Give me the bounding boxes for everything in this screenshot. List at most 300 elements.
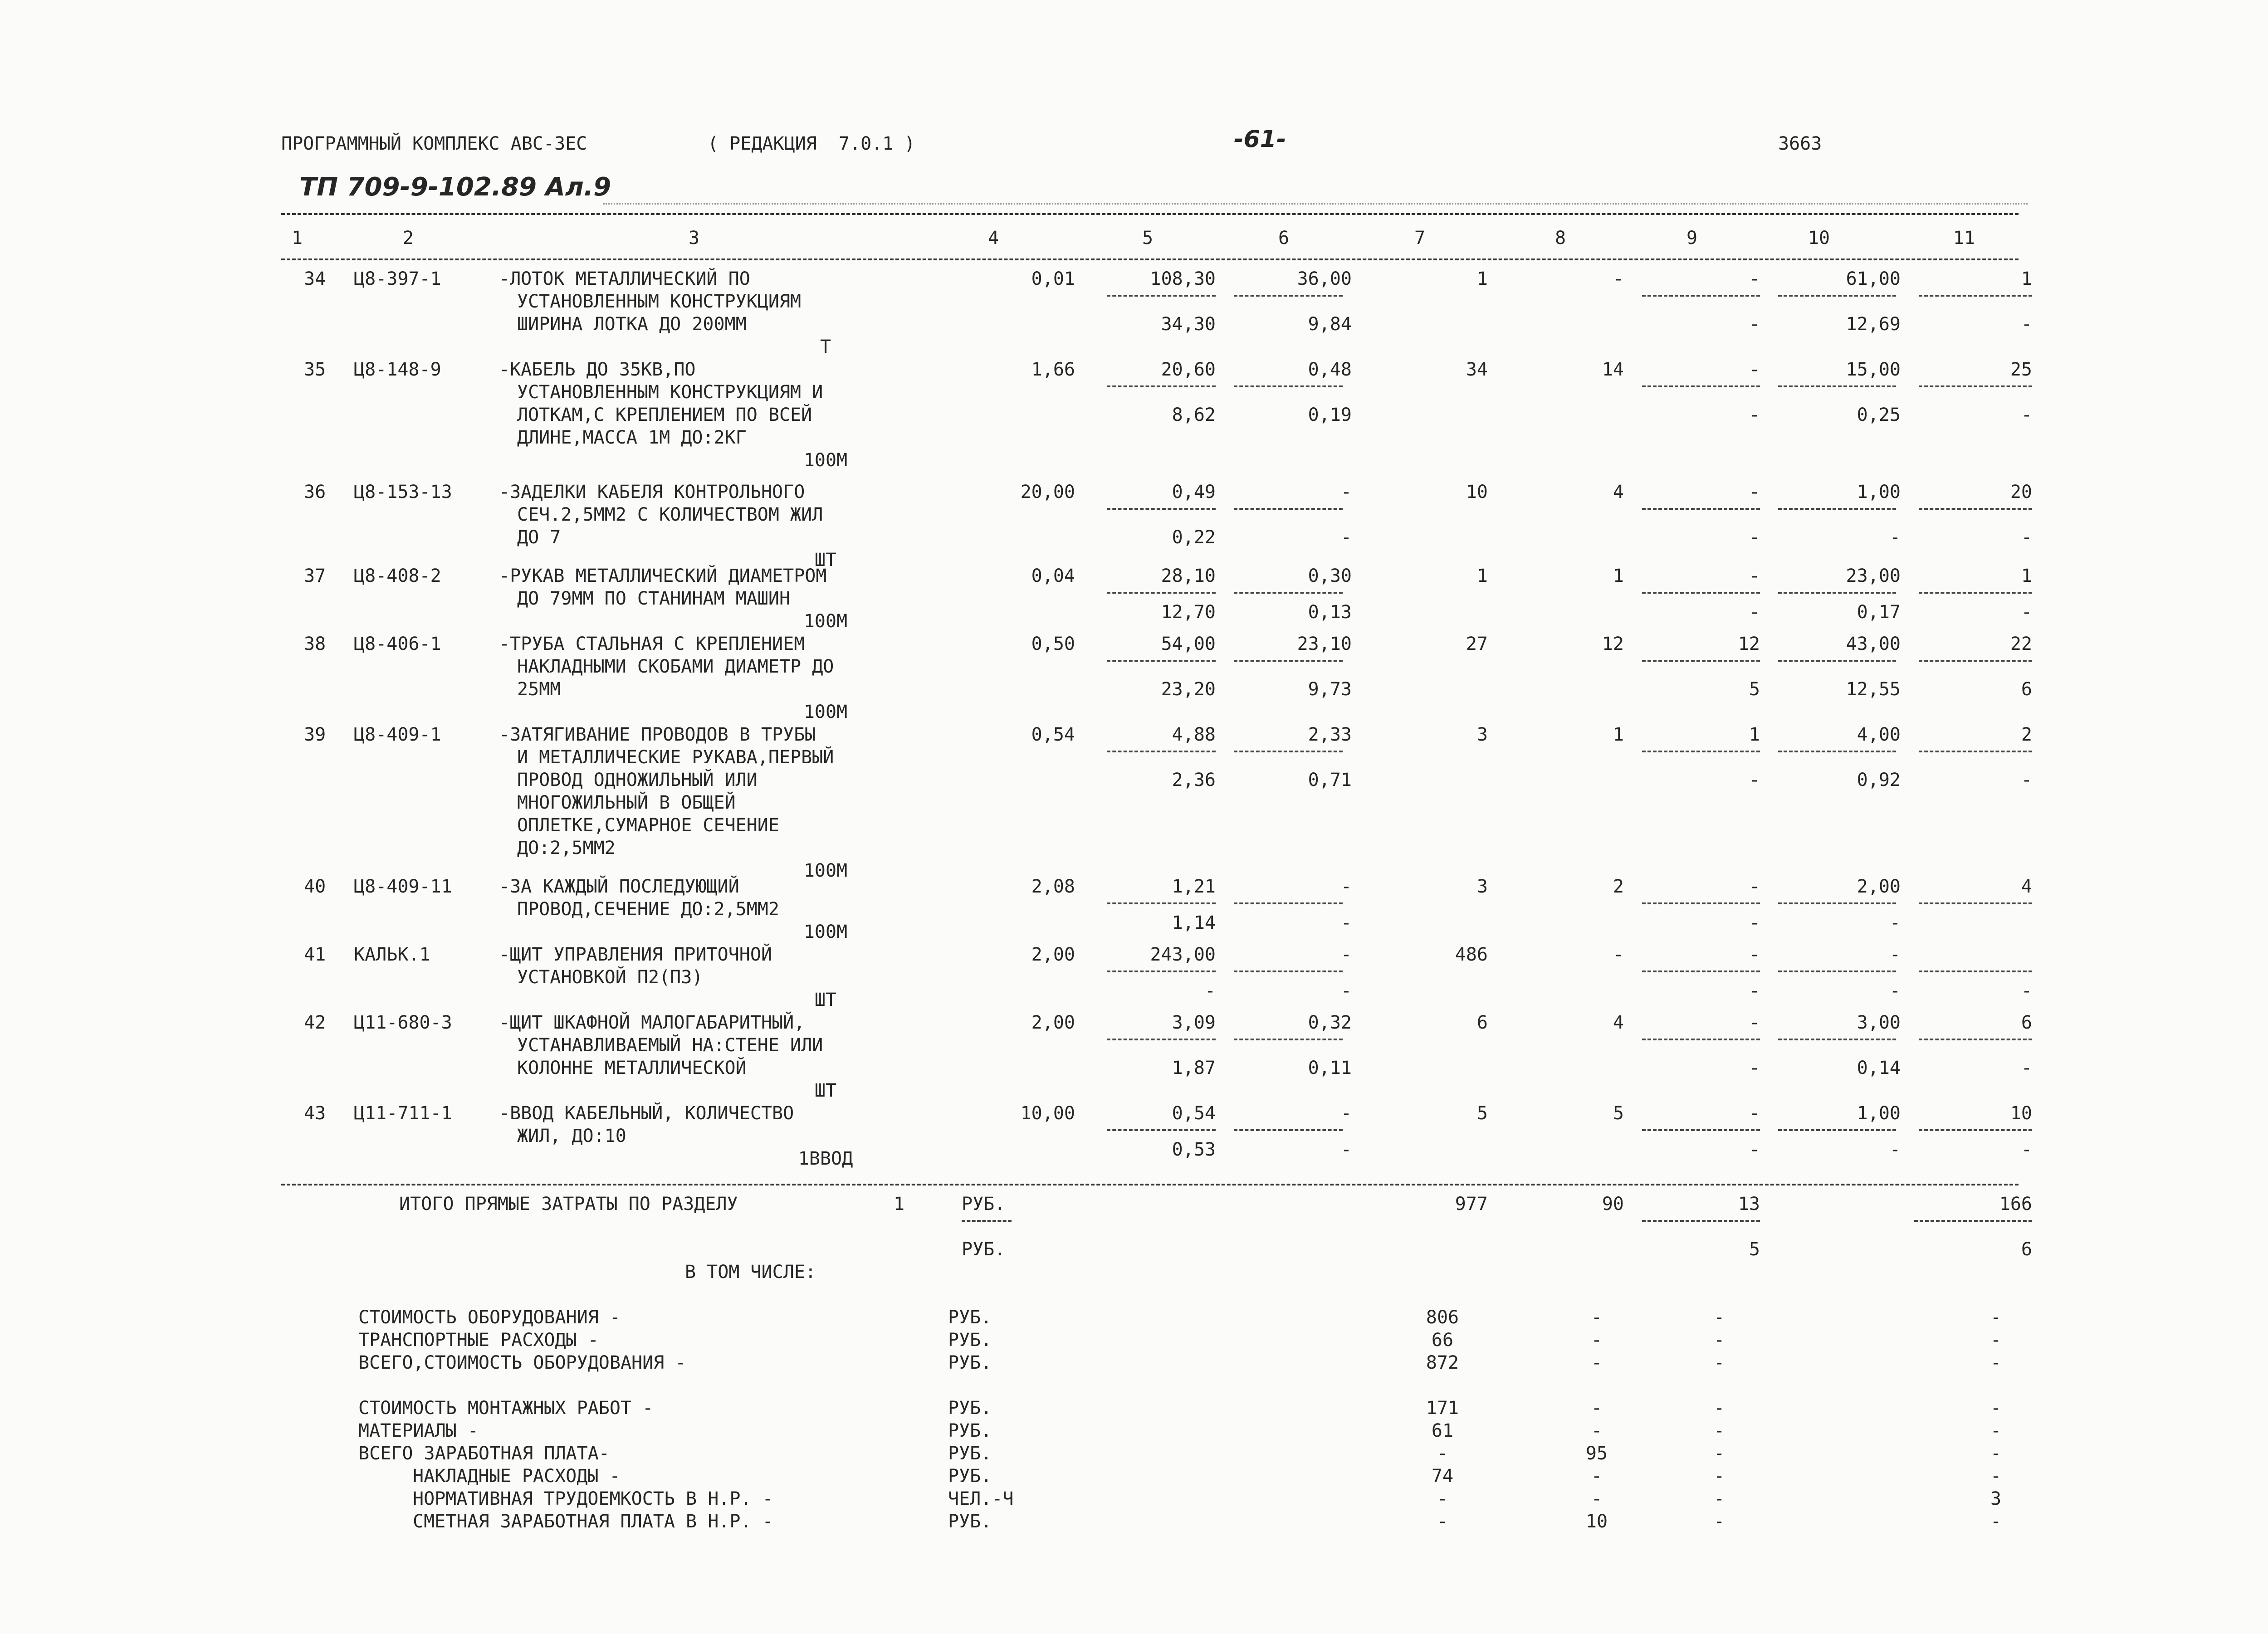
rate-code: Ц8-409-1 [354, 724, 441, 745]
cell-c10a: 15,00 [1846, 359, 1901, 380]
summary-c9: - [1713, 1330, 1725, 1351]
underline-rule [1919, 592, 2032, 594]
underline-rule [1234, 751, 1343, 752]
cell-c9a: - [1749, 268, 1760, 289]
cell-c5b: 1,14 [1172, 912, 1216, 933]
column-header-9: 9 [1686, 228, 1698, 249]
cell-c10b: 12,69 [1846, 314, 1901, 335]
cell-c9b: - [1749, 912, 1760, 933]
cell-c11b: - [2021, 770, 2032, 790]
cell-c7: 1 [1476, 566, 1488, 586]
summary-c11: - [1990, 1420, 2002, 1441]
cell-c10a: 2,00 [1857, 876, 1901, 897]
cell-c10a: 4,00 [1857, 724, 1901, 745]
underline-rule [1919, 751, 2032, 752]
rate-code: Ц8-406-1 [354, 634, 441, 654]
cell-c4: 20,00 [1020, 482, 1075, 502]
cell-c9a: - [1749, 482, 1760, 502]
cell-c8: 4 [1613, 482, 1624, 502]
cell-c9a: - [1749, 566, 1760, 586]
underline-rule [1234, 660, 1343, 662]
cell-c9a: 12 [1738, 634, 1760, 654]
cell-c6a: - [1340, 1103, 1352, 1124]
cell-c6b: 0,11 [1308, 1058, 1352, 1078]
cell-c11a: 4 [2021, 876, 2032, 897]
underline-rule [1642, 385, 1760, 387]
underline-rule [1778, 660, 1896, 662]
summary-unit: ЧЕЛ.-Ч [948, 1488, 1014, 1509]
underline-rule [1234, 295, 1343, 297]
work-description-line: ЖИЛ, ДО:10 [517, 1126, 626, 1146]
unit-of-measure: ШТ [814, 1080, 837, 1101]
cell-c5a: 0,54 [1172, 1103, 1216, 1124]
summary-c8: - [1591, 1352, 1603, 1373]
cell-c5a: 243,00 [1150, 944, 1216, 965]
cell-c10b: 0,92 [1857, 770, 1901, 790]
summary-unit: РУБ. [948, 1398, 992, 1419]
cell-c9a: - [1749, 359, 1760, 380]
cell-c9b: - [1749, 1139, 1760, 1160]
underline-rule [1107, 971, 1216, 972]
summary-c9: - [1713, 1488, 1725, 1509]
cell-c4: 0,01 [1031, 268, 1075, 289]
cell-c10b: 0,14 [1857, 1058, 1901, 1078]
totals-c8: 90 [1602, 1194, 1624, 1215]
summary-c9: - [1713, 1511, 1725, 1532]
work-description-line: УСТАНОВКОЙ П2(П3) [517, 967, 703, 988]
cell-c6a: 2,33 [1308, 724, 1352, 745]
totals-unit: РУБ. [962, 1194, 1006, 1215]
underline-rule [1919, 295, 2032, 297]
underline-rule [1107, 385, 1216, 387]
summary-c11: 3 [1990, 1488, 2002, 1509]
cell-c7: 3 [1476, 876, 1488, 897]
cell-c8: - [1613, 268, 1624, 289]
cell-c10b: - [1889, 1139, 1901, 1160]
underline-rule [1642, 1220, 1760, 1222]
column-header-4: 4 [987, 228, 999, 249]
rate-code: Ц11-680-3 [354, 1012, 452, 1033]
summary-unit: РУБ. [948, 1352, 992, 1373]
summary-label: СТОИМОСТЬ МОНТАЖНЫХ РАБОТ - [358, 1398, 654, 1419]
row-number: 35 [304, 359, 326, 380]
cell-c11a: 6 [2021, 1012, 2032, 1033]
underline-rule [1234, 592, 1343, 594]
work-description-line: -ЗА КАЖДЫЙ ПОСЛЕДУЮЩИЙ [499, 876, 739, 897]
cell-c5a: 4,88 [1172, 724, 1216, 745]
summary-label: ВСЕГО,СТОИМОСТЬ ОБОРУДОВАНИЯ - [358, 1352, 686, 1373]
work-description-line: УСТАНАВЛИВАЕМЫЙ НА:СТЕНЕ ИЛИ [517, 1035, 823, 1056]
cell-c7: 486 [1455, 944, 1488, 965]
summary-c9: - [1713, 1420, 1725, 1441]
cell-c6b: - [1340, 527, 1352, 548]
cell-c6b: 9,84 [1308, 314, 1352, 335]
column-header-2: 2 [402, 228, 414, 249]
cell-c9b: - [1749, 527, 1760, 548]
underline-rule [1107, 660, 1216, 662]
underline-rule [1642, 1129, 1760, 1131]
cell-c5a: 20,60 [1161, 359, 1216, 380]
work-description-line: -РУКАВ МЕТАЛЛИЧЕСКИЙ ДИАМЕТРОМ [499, 566, 827, 586]
underline-rule [1642, 1039, 1760, 1040]
underline-rule [1642, 751, 1760, 752]
summary-c9: - [1713, 1398, 1725, 1419]
column-header-1: 1 [291, 228, 303, 249]
column-header-6: 6 [1278, 228, 1290, 249]
edition-label: ( РЕДАКЦИЯ 7.0.1 ) [708, 133, 915, 154]
table-top-rule [281, 213, 2019, 215]
cell-c4: 2,00 [1031, 944, 1075, 965]
summary-c9: - [1713, 1466, 1725, 1487]
unit-of-measure: 100М [803, 922, 848, 942]
cell-c9b: - [1749, 314, 1760, 335]
cell-c4: 0,04 [1031, 566, 1075, 586]
underline-rule [1778, 751, 1896, 752]
cell-c6a: 36,00 [1297, 268, 1352, 289]
cell-c10b: 0,25 [1857, 405, 1901, 425]
summary-label: СМЕТНАЯ ЗАРАБОТНАЯ ПЛАТА В Н.Р. - [413, 1511, 773, 1532]
cell-c6b: 0,71 [1308, 770, 1352, 790]
row-number: 36 [304, 482, 326, 502]
underline-rule [1107, 902, 1216, 904]
underline-rule [1234, 1039, 1343, 1040]
summary-c11: - [1990, 1466, 2002, 1487]
rate-code: Ц8-148-9 [354, 359, 441, 380]
cell-c9b: - [1749, 770, 1760, 790]
underline-rule [1914, 1220, 2032, 1222]
cell-c5a: 3,09 [1172, 1012, 1216, 1033]
cell-c6b: 0,19 [1308, 405, 1352, 425]
cell-c10a: 23,00 [1846, 566, 1901, 586]
totals-label: ИТОГО ПРЯМЫЕ ЗАТРАТЫ ПО РАЗДЕЛУ [399, 1194, 738, 1215]
work-description-line: -ЩИТ ШКАФНОЙ МАЛОГАБАРИТНЫЙ, [499, 1012, 805, 1033]
cell-c5b: 34,30 [1161, 314, 1216, 335]
underline-rule [1107, 295, 1216, 297]
cell-c6a: 0,48 [1308, 359, 1352, 380]
work-description-line: КОЛОННЕ МЕТАЛЛИЧЕСКОЙ [517, 1058, 747, 1078]
underline-rule [1778, 1129, 1896, 1131]
cell-c5a: 54,00 [1161, 634, 1216, 654]
cell-c5b: 23,20 [1161, 679, 1216, 700]
underline-rule [1234, 902, 1343, 904]
cell-c8: 14 [1602, 359, 1624, 380]
work-description-line: -ТРУБА СТАЛЬНАЯ С КРЕПЛЕНИЕМ [499, 634, 805, 654]
cell-c7: 10 [1466, 482, 1488, 502]
cell-c6b: - [1340, 980, 1352, 1001]
underline-rule [1107, 1039, 1216, 1040]
cell-c4: 0,50 [1031, 634, 1075, 654]
cell-c5a: 1,21 [1172, 876, 1216, 897]
summary-c11: - [1990, 1307, 2002, 1328]
cell-c9a: - [1749, 1012, 1760, 1033]
cell-c11a: 1 [2021, 566, 2032, 586]
cell-c6a: 0,32 [1308, 1012, 1352, 1033]
cell-c5b: 8,62 [1172, 405, 1216, 425]
summary-c7: - [1437, 1488, 1448, 1509]
underline-rule [1234, 508, 1343, 510]
cell-c10a: 3,00 [1857, 1012, 1901, 1033]
cell-c8: 4 [1613, 1012, 1624, 1033]
underline-rule [1642, 660, 1760, 662]
rate-code: Ц8-397-1 [354, 268, 441, 289]
work-description-line: ЛОТКАМ,С КРЕПЛЕНИЕМ ПО ВСЕЙ [517, 405, 812, 425]
underline-rule [1642, 971, 1760, 972]
cell-c9b: - [1749, 405, 1760, 425]
cell-c9a: 1 [1749, 724, 1760, 745]
cell-c11b: - [2021, 1139, 2032, 1160]
unit-of-measure: 100М [803, 611, 848, 632]
cell-c11a: 25 [2010, 359, 2032, 380]
cell-c9b: 5 [1749, 679, 1760, 700]
cell-c7: 5 [1476, 1103, 1488, 1124]
summary-c7: 66 [1431, 1330, 1454, 1351]
cell-c5b: 2,36 [1172, 770, 1216, 790]
column-header-7: 7 [1414, 228, 1426, 249]
summary-unit: РУБ. [948, 1466, 992, 1487]
column-header-8: 8 [1554, 228, 1566, 249]
cell-c6b: - [1340, 912, 1352, 933]
cell-c11a: 20 [2010, 482, 2032, 502]
work-description-line: -КАБЕЛЬ ДО 35КВ,ПО [499, 359, 696, 380]
underline-rule [1778, 385, 1896, 387]
cell-c6a: - [1340, 944, 1352, 965]
underline-rule [1778, 592, 1896, 594]
underline-rule [1107, 1129, 1216, 1131]
summary-label: НАКЛАДНЫЕ РАСХОДЫ - [413, 1466, 621, 1487]
cell-c8: 5 [1613, 1103, 1624, 1124]
summary-c8: - [1591, 1307, 1603, 1328]
cell-c8: 1 [1613, 724, 1624, 745]
summary-unit: РУБ. [948, 1330, 992, 1351]
underline-rule [1919, 508, 2032, 510]
underline-rule [1234, 1129, 1343, 1131]
cell-c11b: - [2021, 314, 2032, 335]
row-number: 41 [304, 944, 326, 965]
totals-c9b: 5 [1749, 1239, 1760, 1260]
summary-c8: - [1591, 1488, 1603, 1509]
cell-c6a: - [1340, 876, 1352, 897]
cell-c10a: 1,00 [1857, 482, 1901, 502]
underline-rule [1919, 902, 2032, 904]
cell-c6a: 0,30 [1308, 566, 1352, 586]
cell-c8: 12 [1602, 634, 1624, 654]
work-description-line: ШИРИНА ЛОТКА ДО 200ММ [517, 314, 747, 335]
work-description-line: УСТАНОВЛЕННЫМ КОНСТРУКЦИЯМ И [517, 382, 823, 403]
underline-rule [1107, 508, 1216, 510]
cell-c10b: 12,55 [1846, 679, 1901, 700]
cell-c4: 10,00 [1020, 1103, 1075, 1124]
summary-c11: - [1990, 1330, 2002, 1351]
row-number: 42 [304, 1012, 326, 1033]
cell-c9b: - [1749, 1058, 1760, 1078]
cell-c8: 1 [1613, 566, 1624, 586]
summary-c11: - [1990, 1443, 2002, 1464]
work-description-line: -ЗАТЯГИВАНИЕ ПРОВОДОВ В ТРУБЫ [499, 724, 816, 745]
summary-c7: 806 [1426, 1307, 1459, 1328]
cell-c10b: 0,17 [1857, 602, 1901, 623]
cell-c6a: - [1340, 482, 1352, 502]
summary-c11: - [1990, 1511, 2002, 1532]
summary-unit: РУБ. [948, 1307, 992, 1328]
summary-c9: - [1713, 1352, 1725, 1373]
cell-c7: 1 [1476, 268, 1488, 289]
summary-c8: - [1591, 1466, 1603, 1487]
work-description-line: ПРОВОД,СЕЧЕНИЕ ДО:2,5ММ2 [517, 899, 779, 920]
cell-c6a: 23,10 [1297, 634, 1352, 654]
column-header-3: 3 [688, 228, 700, 249]
summary-unit: РУБ. [948, 1511, 992, 1532]
row-number: 37 [304, 566, 326, 586]
cell-c8: - [1613, 944, 1624, 965]
row-number: 39 [304, 724, 326, 745]
underline-rule [962, 1220, 1012, 1222]
cell-c4: 2,00 [1031, 1012, 1075, 1033]
totals-c11b: 6 [2021, 1239, 2032, 1260]
summary-label: ВСЕГО ЗАРАБОТНАЯ ПЛАТА- [358, 1443, 610, 1464]
underline-rule [1778, 1039, 1896, 1040]
cell-c8: 2 [1613, 876, 1624, 897]
underline-rule [1642, 508, 1760, 510]
underline-rule [1919, 385, 2032, 387]
cell-c6b: 0,13 [1308, 602, 1352, 623]
cell-c7: 34 [1466, 359, 1488, 380]
rate-code: Ц11-711-1 [354, 1103, 452, 1124]
rate-code: Ц8-153-13 [354, 482, 452, 502]
work-description-line: ДЛИНЕ,МАССА 1М ДО:2КГ [517, 427, 747, 448]
unit-of-measure: 1ВВОД [798, 1148, 853, 1169]
cell-c10a: - [1889, 944, 1901, 965]
cell-c4: 2,08 [1031, 876, 1075, 897]
cell-c10b: - [1889, 980, 1901, 1001]
work-description-line: И МЕТАЛЛИЧЕСКИЕ РУКАВА,ПЕРВЫЙ [517, 747, 834, 768]
summary-c7: 872 [1426, 1352, 1459, 1373]
cell-c9a: - [1749, 944, 1760, 965]
summary-c9: - [1713, 1307, 1725, 1328]
column-header-rule [281, 259, 2019, 260]
cell-c10a: 61,00 [1846, 268, 1901, 289]
rate-code: КАЛЬК.1 [354, 944, 430, 965]
cell-c5b: - [1204, 980, 1216, 1001]
cell-c11a: 22 [2010, 634, 2032, 654]
cell-c9b: - [1749, 602, 1760, 623]
cell-c5b: 1,87 [1172, 1058, 1216, 1078]
cell-c9a: - [1749, 876, 1760, 897]
cell-c11b: - [2021, 980, 2032, 1001]
work-description-line: ДО 7 [517, 527, 561, 548]
totals-c9a: 13 [1738, 1194, 1760, 1215]
including-label: В ТОМ ЧИСЛЕ: [685, 1262, 816, 1283]
cell-c7: 6 [1476, 1012, 1488, 1033]
unit-of-measure: 100М [803, 450, 848, 471]
rate-code: Ц8-408-2 [354, 566, 441, 586]
underline-rule [1642, 902, 1760, 904]
totals-section: 1 [894, 1194, 905, 1215]
cell-c5b: 0,53 [1172, 1139, 1216, 1160]
summary-c11: - [1990, 1352, 2002, 1373]
underline-rule [1919, 1039, 2032, 1040]
page-number: -61- [1234, 126, 1286, 153]
work-description-line: УСТАНОВЛЕННЫМ КОНСТРУКЦИЯМ [517, 291, 802, 312]
summary-unit: РУБ. [948, 1420, 992, 1441]
column-header-5: 5 [1142, 228, 1154, 249]
unit-of-measure: 100М [803, 860, 848, 881]
work-description-line: -ВВОД КАБЕЛЬНЫЙ, КОЛИЧЕСТВО [499, 1103, 794, 1124]
cell-c11b: - [2021, 527, 2032, 548]
underline-rule [1234, 385, 1343, 387]
project-code: ТП 709-9-102.89 Ал.9 [299, 172, 611, 202]
underline-rule [1642, 295, 1760, 297]
row-number: 40 [304, 876, 326, 897]
column-header-11: 11 [1953, 228, 1975, 249]
cell-c5a: 28,10 [1161, 566, 1216, 586]
summary-c7: 61 [1431, 1420, 1454, 1441]
work-description-line: -ЗАДЕЛКИ КАБЕЛЯ КОНТРОЛЬНОГО [499, 482, 805, 502]
cell-c7: 27 [1466, 634, 1488, 654]
cell-c10b: - [1889, 527, 1901, 548]
work-description-line: ДО:2,5ММ2 [517, 838, 616, 858]
unit-of-measure: ШТ [814, 990, 837, 1010]
work-description-line: -ЩИТ УПРАВЛЕНИЯ ПРИТОЧНОЙ [499, 944, 772, 965]
underline-rule [1778, 971, 1896, 972]
summary-c11: - [1990, 1398, 2002, 1419]
underline-rule [1919, 1129, 2032, 1131]
underline-rule [1778, 902, 1896, 904]
cell-c10a: 43,00 [1846, 634, 1901, 654]
work-description-line: СЕЧ.2,5ММ2 С КОЛИЧЕСТВОМ ЖИЛ [517, 504, 823, 525]
unit-of-measure: Т [820, 337, 831, 357]
summary-c9: - [1713, 1443, 1725, 1464]
cell-c11b: - [2021, 1058, 2032, 1078]
totals-c11a: 166 [1999, 1194, 2032, 1215]
underline-rule [1778, 508, 1896, 510]
cell-c10b: - [1889, 912, 1901, 933]
cell-c9b: - [1749, 980, 1760, 1001]
cell-c11b: - [2021, 602, 2032, 623]
cell-c11b: 6 [2021, 679, 2032, 700]
summary-c7: 171 [1426, 1398, 1459, 1419]
cell-c6b: 9,73 [1308, 679, 1352, 700]
summary-c8: - [1591, 1330, 1603, 1351]
underline-rule [1234, 971, 1343, 972]
cell-c10a: 1,00 [1857, 1103, 1901, 1124]
cell-c5b: 12,70 [1161, 602, 1216, 623]
underline-rule [1919, 971, 2032, 972]
work-description-line: -ЛОТОК МЕТАЛЛИЧЕСКИЙ ПО [499, 268, 750, 289]
column-header-10: 10 [1808, 228, 1830, 249]
underline-rule [1642, 592, 1760, 594]
underline-rule [1107, 592, 1216, 594]
work-description-line: МНОГОЖИЛЬНЫЙ В ОБЩЕЙ [517, 792, 736, 813]
work-description-line: ОПЛЕТКЕ,СУМАРНОЕ СЕЧЕНИЕ [517, 815, 779, 836]
summary-c8: 10 [1585, 1511, 1608, 1532]
underline-rule [1778, 295, 1896, 297]
summary-c8: - [1591, 1420, 1603, 1441]
unit-of-measure: 100М [803, 702, 848, 722]
cell-c6b: - [1340, 1139, 1352, 1160]
cell-c4: 1,66 [1031, 359, 1075, 380]
cell-c11a: 10 [2010, 1103, 2032, 1124]
row-number: 43 [304, 1103, 326, 1124]
summary-c8: 95 [1585, 1443, 1608, 1464]
row-number: 38 [304, 634, 326, 654]
cell-c11b: - [2021, 405, 2032, 425]
row-number: 34 [304, 268, 326, 289]
cell-c7: 3 [1476, 724, 1488, 745]
summary-c7: 74 [1431, 1466, 1454, 1487]
unit-of-measure: ШТ [814, 550, 837, 571]
cell-c5b: 0,22 [1172, 527, 1216, 548]
totals-c7: 977 [1455, 1194, 1488, 1215]
